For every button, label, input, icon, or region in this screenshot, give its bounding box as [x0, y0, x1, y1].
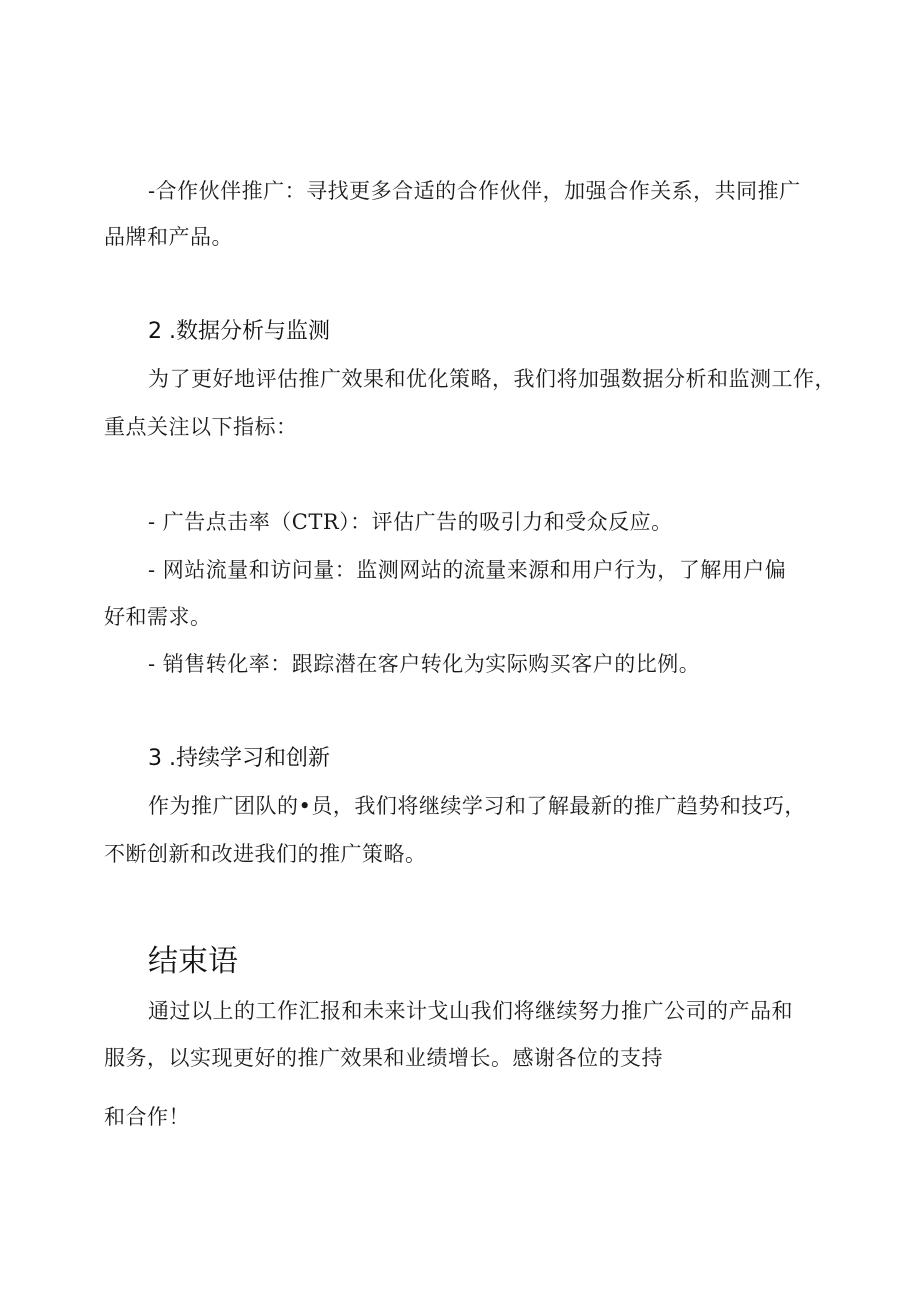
learning-line-2: 不断创新和改进我们的推广策略。 [104, 842, 427, 866]
partner-promotion-line-2: 品牌和产品。 [104, 225, 233, 249]
partner-promotion-line-1: -合作伙伴推广：寻找更多合适的合作伙伴，加强合作关系，共同推广 [148, 179, 801, 203]
data-analysis-intro-line-1: 为了更好地评估推广效果和优化策略，我们将加强数据分析和监测工作， [148, 367, 836, 391]
conclusion-line-1: 通过以上的工作汇报和未来计戈山我们将继续努力推广公司的产品和 [148, 999, 793, 1023]
metric-item-conversion: - 销售转化率：跟踪潜在客户转化为实际购买客户的比例。 [148, 652, 701, 676]
section-heading-learning: 3 .持续学习和创新 [148, 746, 330, 771]
data-analysis-intro-line-2: 重点关注以下指标： [104, 415, 298, 439]
conclusion-line-3: 和合作！ [104, 1105, 190, 1129]
metric-item-ctr: - 广告点击率（CTR）：评估广告的吸引力和受众反应。 [148, 510, 673, 534]
metric-item-traffic-line-1: - 网站流量和访问量：监测网站的流量来源和用户行为，了解用户偏 [148, 558, 787, 582]
learning-line-1: 作为推广团队的•员，我们将继续学习和了解最新的推广趋势和技巧， [148, 794, 806, 818]
conclusion-line-2: 服务，以实现更好的推广效果和业绩增长。感谢各位的支持 [104, 1046, 663, 1070]
section-heading-data-analysis: 2 .数据分析与监测 [148, 319, 330, 344]
metric-item-traffic-line-2: 好和需求。 [104, 605, 212, 629]
conclusion-heading: 结束语 [148, 944, 238, 979]
